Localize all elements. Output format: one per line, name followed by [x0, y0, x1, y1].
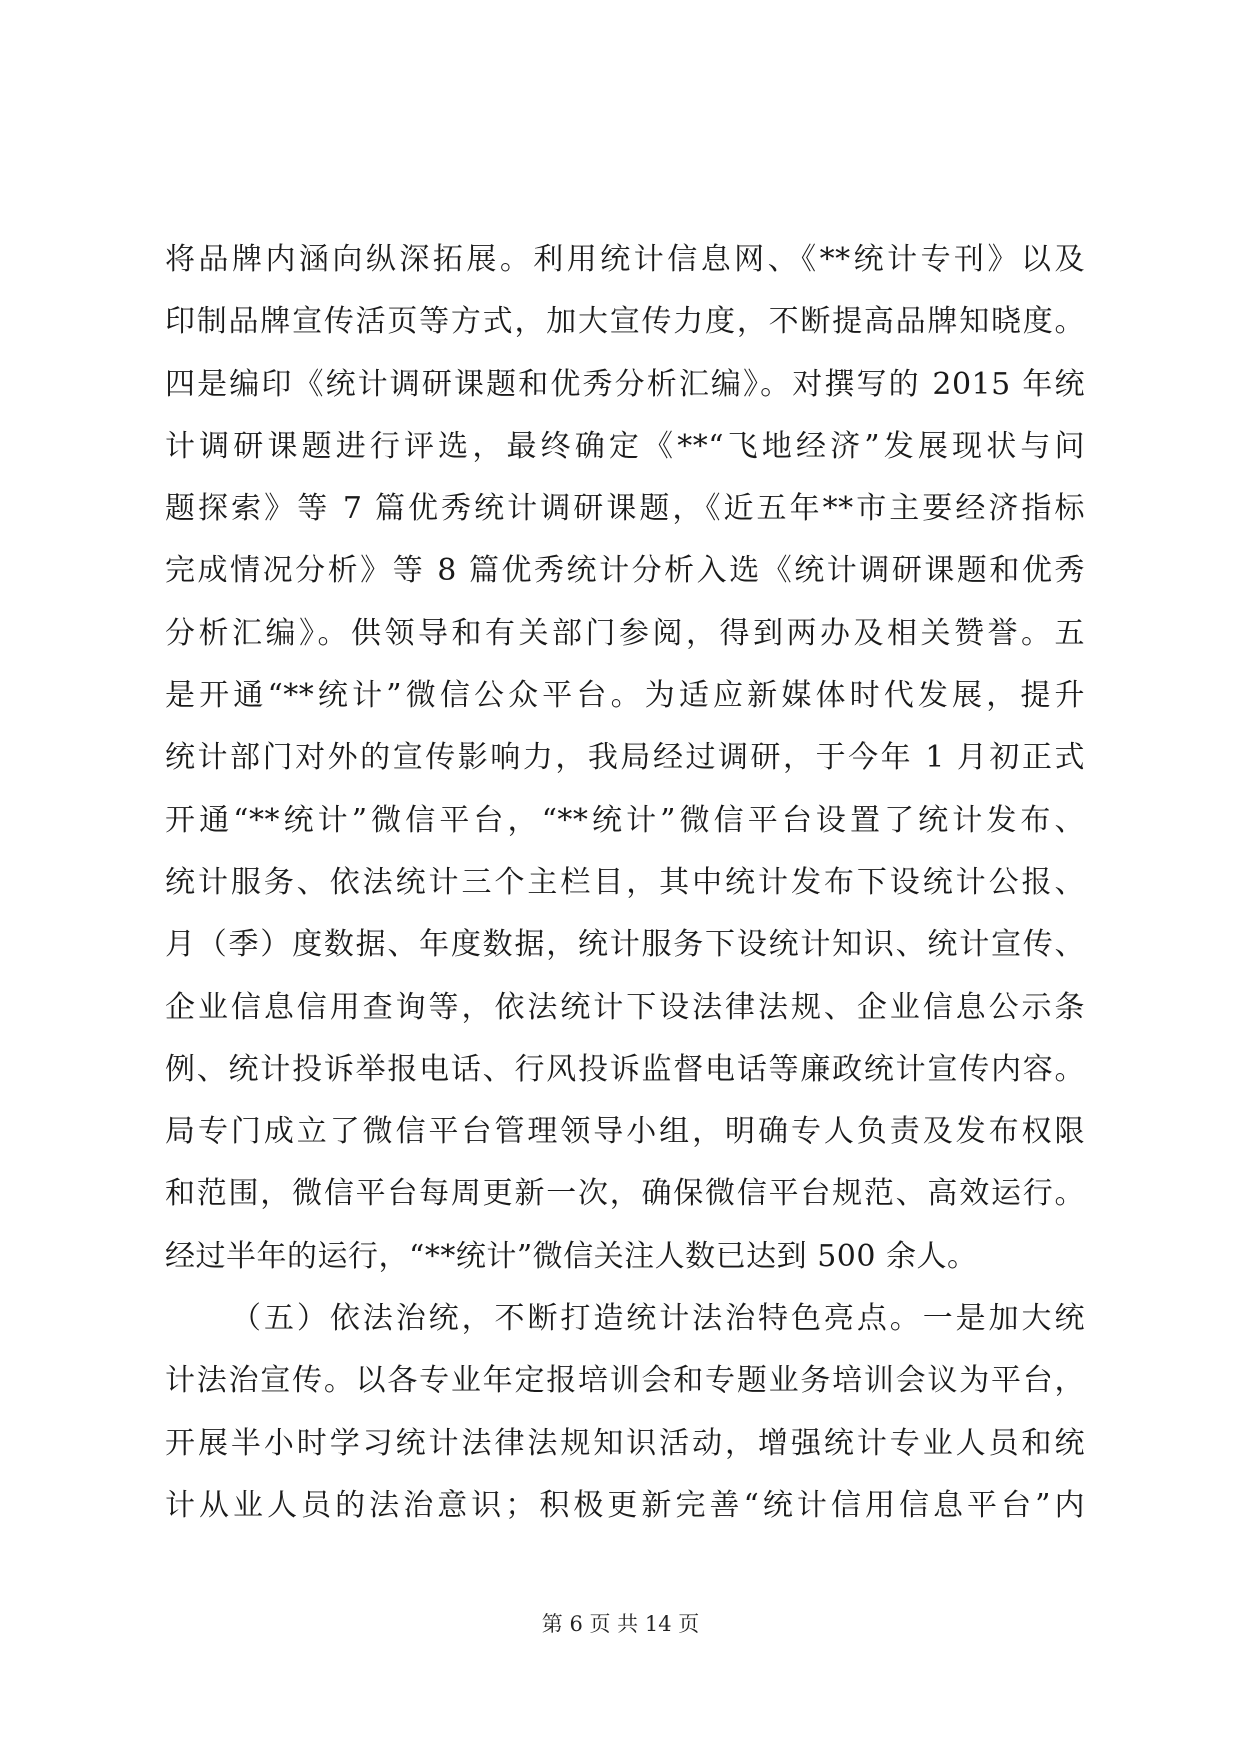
text-line: 月（季）度数据、年度数据，统计服务下设统计知识、统计宣传、: [165, 927, 1085, 963]
text-line: 题探索》等 7 篇优秀统计调研课题，《近五年**市主要经济指标: [165, 491, 1085, 527]
text-line: 计法治宣传。以各专业年定报培训会和专题业务培训会议为平台，: [165, 1363, 1085, 1399]
text-line: 计调研课题进行评选，最终确定《**“飞地经济”发展现状与问: [165, 428, 1085, 464]
page-indicator: 第 6 页 共 14 页: [541, 1612, 700, 1636]
body-text: [165, 229, 1085, 1537]
text-line: 印制品牌宣传活页等方式，加大宣传力度，不断提高品牌知晓度。: [165, 304, 1085, 340]
text-line: 完成情况分析》等 8 篇优秀统计分析入选《统计调研课题和优秀: [165, 553, 1085, 589]
text-line: 统计部门对外的宣传影响力，我局经过调研，于今年 1 月初正式: [165, 740, 1085, 776]
text-line: 计从业人员的法治意识；积极更新完善“统计信用信息平台”内: [165, 1487, 1085, 1523]
text-line: 开展半小时学习统计法律法规知识活动，增强统计专业人员和统: [165, 1425, 1085, 1461]
text-line: 经过半年的运行，“**统计”微信关注人数已达到 500 余人。: [165, 1238, 978, 1274]
text-line: 四是编印《统计调研课题和优秀分析汇编》。对撰写的 2015 年统: [165, 366, 1085, 402]
text-line: 统计服务、依法统计三个主栏目，其中统计发布下设统计公报、: [165, 864, 1085, 900]
section-heading-line: （五）依法治统，不断打造统计法治特色亮点。一是加大统: [231, 1301, 1085, 1337]
text-line: 企业信息信用查询等，依法统计下设法律法规、企业信息公示条: [165, 989, 1085, 1025]
text-line: 和范围，微信平台每周更新一次，确保微信平台规范、高效运行。: [165, 1176, 1085, 1212]
text-line: 开通“**统计”微信平台，“**统计”微信平台设置了统计发布、: [165, 802, 1085, 838]
page-footer: [0, 1608, 1241, 1638]
text-line: 分析汇编》。供领导和有关部门参阅，得到两办及相关赞誉。五: [165, 615, 1085, 651]
text-line: 将品牌内涵向纵深拓展。利用统计信息网、《**统计专刊》以及: [165, 242, 1085, 277]
text-line: 例、统计投诉举报电话、行风投诉监督电话等廉政统计宣传内容。: [165, 1051, 1085, 1087]
text-line: 局专门成立了微信平台管理领导小组，明确专人负责及发布权限: [165, 1114, 1085, 1150]
text-line: 是开通“**统计”微信公众平台。为适应新媒体时代发展，提升: [165, 678, 1085, 714]
